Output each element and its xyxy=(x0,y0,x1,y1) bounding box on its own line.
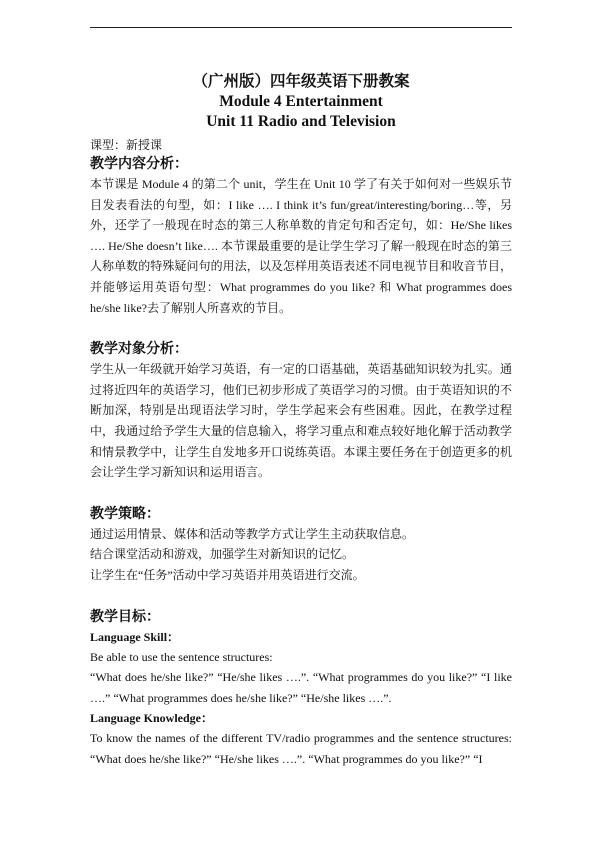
language-skill-text: “What does he/she like?” “He/she likes ….”. “What programmes do you like?” “I like ….” “What programmes does he/she like?” “He/she likes ….”. xyxy=(90,670,512,705)
student-analysis-heading: 教学对象分析： xyxy=(90,342,188,358)
language-skill-label: Language Skill： xyxy=(90,629,180,644)
content-analysis-text: 本节课是 Module 4 的第二个 unit，学生在 Unit 10 学了有关于如何对一些娱乐节目发表看法的句型，如：I like …. I think it’s fun/great/interesting/boring…等，另外，还学了一般现在时态的第三人称单数的肯定句和否定句，如：He/She likes …. He/She doesn’t like…. 本节课最重要的是让学生学习了解一般现在时态的第三人称单数的特殊疑问句的用法，以及怎样用英语表述不同电视节目和收音节目，并能够运用英语句型：What programmes do you like? 和 What programmes does he/she like?去了解别人所喜欢的节目。 xyxy=(90,177,512,315)
student-analysis-text: 学生从一年级就开始学习英语，有一定的口语基础，英语基础知识较为扎实。通过将近四年的英语学习，他们已初步形成了英语学习的习惯。由于英语知识的不断加深，特别是出现语法学习时，学生学起来会有些困难。因此，在教学过程中，我通过给予学生大量的信息输入，将学习重点和难点较好地化解于活动教学和情景教学中，让学生自发地多开口说练英语。本课主要任务在于创造更多的机会让学生学习新知识和运用语言。 xyxy=(90,362,512,480)
lesson-type: 课型：新授课 xyxy=(90,138,163,152)
unit-title: Unit 11 Radio and Television xyxy=(206,113,396,130)
language-knowledge-label: Language Knowledge： xyxy=(90,711,214,726)
module-title: Module 4 Entertainment xyxy=(219,93,383,110)
goals-heading: 教学目标： xyxy=(90,609,160,625)
strategy-item: 结合课堂活动和游戏，加强学生对新知识的记忆。 xyxy=(90,547,355,562)
doc-title: （广州版）四年级英语下册教案 xyxy=(192,73,410,90)
content-analysis-heading: 教学内容分析： xyxy=(90,157,188,172)
strategy-item: 通过运用情景、媒体和活动等教学方式让学生主动获取信息。 xyxy=(90,526,415,541)
document-page xyxy=(90,71,512,769)
strategy-heading: 教学策略： xyxy=(90,506,160,522)
header-rule xyxy=(90,27,512,28)
language-skill-intro: Be able to use the sentence structures: xyxy=(90,649,273,664)
language-knowledge-text: To know the names of the different TV/radio programmes and the sentence structures: “What does he/she like?” “He/she likes ….”. “What programmes do you like?” “I xyxy=(90,731,512,766)
strategy-item: 让学生在“任务”活动中学习英语并用英语进行交流。 xyxy=(90,567,365,582)
